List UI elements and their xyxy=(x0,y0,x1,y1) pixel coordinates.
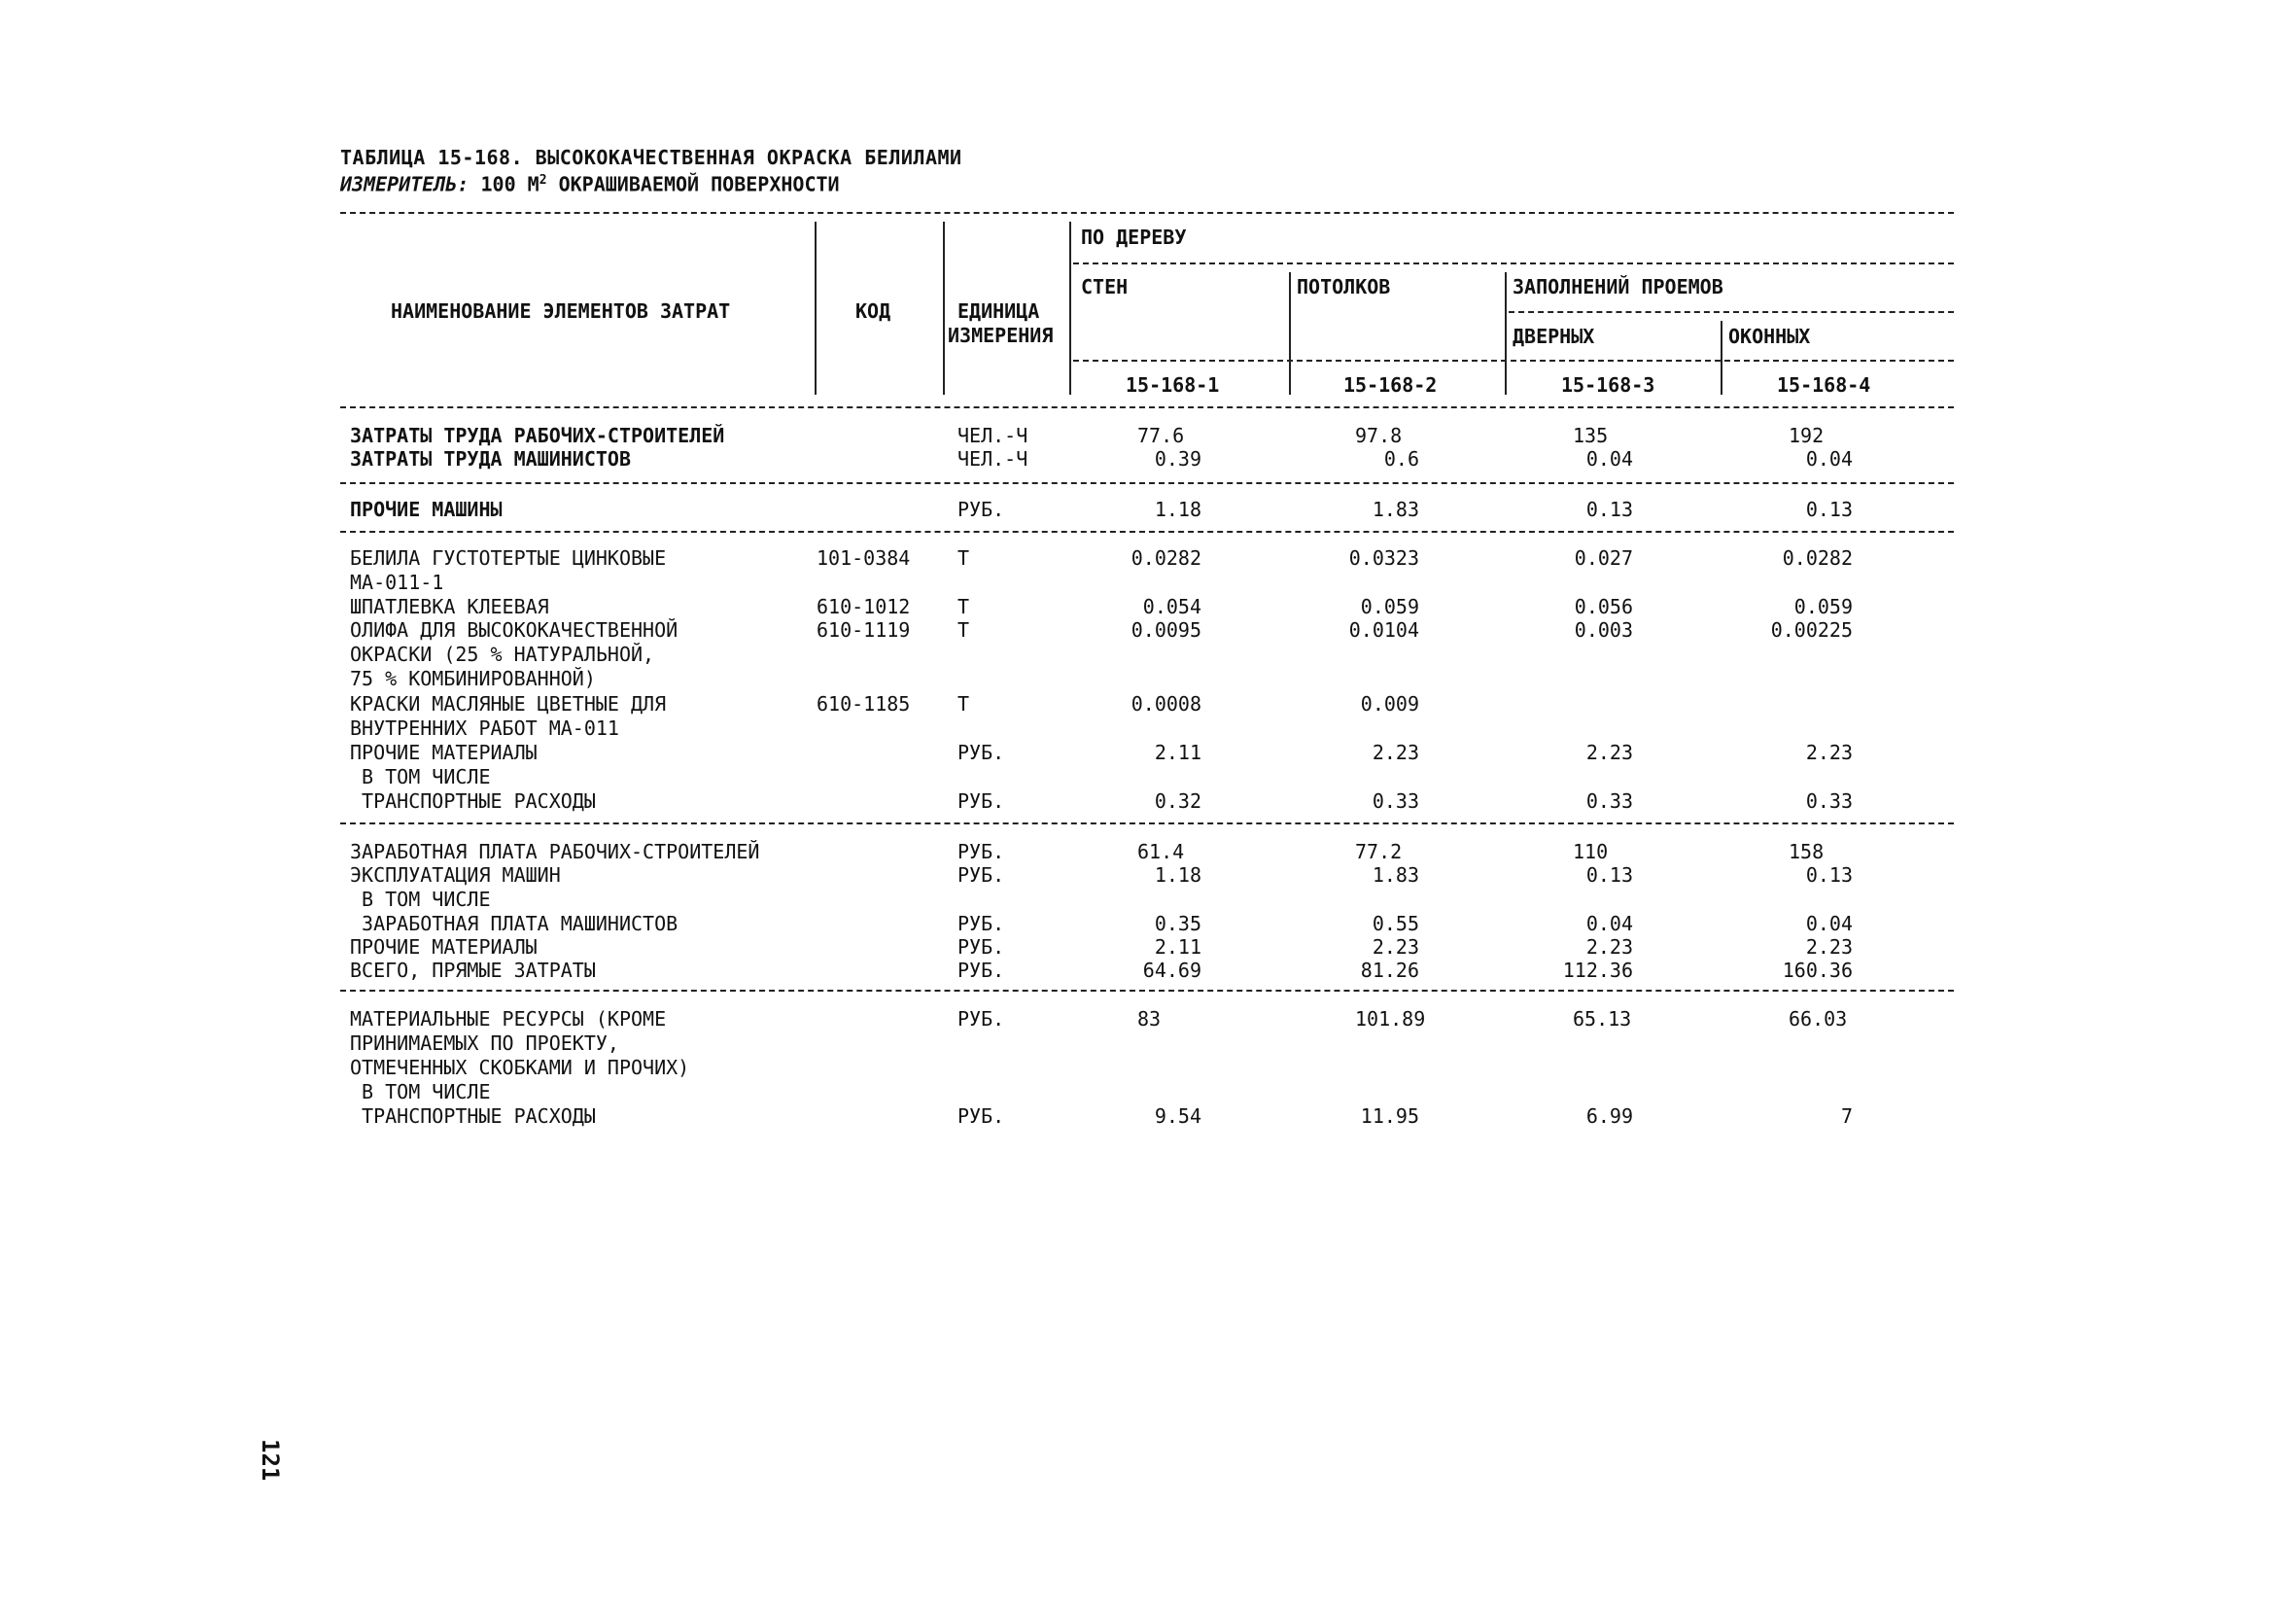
row-value: 135 xyxy=(1573,424,1609,447)
row-value: 64.69 xyxy=(1142,959,1201,982)
row-value: 6.99 xyxy=(1585,1104,1633,1128)
table-title: ТАБЛИЦА 15-168. ВЫСОКОКАЧЕСТВЕННАЯ ОКРАСКА БЕЛИЛАМИ xyxy=(340,146,962,169)
row-value: 2.23 xyxy=(1805,741,1853,764)
row-unit: РУБ. xyxy=(957,741,1005,764)
row-name: ВНУТРЕННИХ РАБОТ МА-011 xyxy=(350,717,619,740)
row-value: 0.04 xyxy=(1805,447,1853,471)
row-name: ОЛИФА ДЛЯ ВЫСОКОКАЧЕСТВЕННОЙ xyxy=(350,618,678,642)
header-unit-2: ИЗМЕРЕНИЯ xyxy=(948,324,1054,347)
header-doors: ДВЕРНЫХ xyxy=(1513,325,1595,348)
row-value: 0.0282 xyxy=(1782,546,1853,570)
rule-header-bottom xyxy=(340,406,1954,408)
rule-top xyxy=(340,212,1954,214)
row-value: 97.8 xyxy=(1355,424,1403,447)
rule-openings xyxy=(1509,311,1954,313)
row-value: 0.33 xyxy=(1585,789,1633,813)
row-value: 0.6 xyxy=(1383,447,1419,471)
header-code: КОД xyxy=(855,299,891,323)
row-unit: РУБ. xyxy=(957,789,1005,813)
header-vbar-code xyxy=(943,222,945,395)
row-value: 0.04 xyxy=(1585,447,1633,471)
row-value: 2.11 xyxy=(1154,741,1201,764)
row-value: 2.23 xyxy=(1372,741,1419,764)
row-code: 610-1012 xyxy=(817,595,911,618)
measure-label: ИЗМЕРИТЕЛЬ: xyxy=(340,172,470,196)
row-code: 101-0384 xyxy=(817,546,911,570)
header-code-3: 15-168-3 xyxy=(1561,373,1655,397)
rule-group xyxy=(1073,262,1954,264)
row-name: БЕЛИЛА ГУСТОТЕРТЫЕ ЦИНКОВЫЕ xyxy=(350,546,667,570)
row-value: 77.6 xyxy=(1137,424,1185,447)
row-value: 0.059 xyxy=(1793,595,1853,618)
header-vbar-name xyxy=(815,222,817,395)
row-value: 11.95 xyxy=(1360,1104,1419,1128)
header-openings: ЗАПОЛНЕНИЙ ПРОЕМОВ xyxy=(1513,275,1723,298)
row-value: 0.056 xyxy=(1574,595,1633,618)
row-name: ПРОЧИЕ МАТЕРИАЛЫ xyxy=(350,935,538,959)
row-unit: ЧЕЛ.-Ч xyxy=(957,424,1028,447)
row-name: ЭКСПЛУАТАЦИЯ МАШИН xyxy=(350,863,561,887)
row-value: 77.2 xyxy=(1355,840,1403,863)
row-value: 1.18 xyxy=(1154,863,1201,887)
row-value: 7 xyxy=(1840,1104,1853,1128)
header-windows: ОКОННЫХ xyxy=(1728,325,1811,348)
row-name: ЗАТРАТЫ ТРУДА РАБОЧИХ-СТРОИТЕЛЕЙ xyxy=(350,424,725,447)
row-value: 0.059 xyxy=(1360,595,1419,618)
header-code-1: 15-168-1 xyxy=(1126,373,1220,397)
row-value: 0.003 xyxy=(1574,618,1633,642)
row-value: 2.23 xyxy=(1372,935,1419,959)
header-walls: СТЕН xyxy=(1081,275,1129,298)
row-value: 2.11 xyxy=(1154,935,1201,959)
row-value: 2.23 xyxy=(1585,741,1633,764)
row-value: 0.0323 xyxy=(1348,546,1419,570)
row-name: В ТОМ ЧИСЛЕ xyxy=(350,888,491,911)
measure-value: 100 М xyxy=(480,172,539,196)
row-value: 2.23 xyxy=(1585,935,1633,959)
header-vbar-ceil xyxy=(1505,272,1507,395)
row-value: 192 xyxy=(1789,424,1825,447)
row-name: МА-011-1 xyxy=(350,571,444,594)
row-name: ОКРАСКИ (25 % НАТУРАЛЬНОЙ, xyxy=(350,643,655,666)
row-unit: РУБ. xyxy=(957,840,1005,863)
row-name: ОТМЕЧЕННЫХ СКОБКАМИ И ПРОЧИХ) xyxy=(350,1056,690,1079)
row-value: 0.0008 xyxy=(1131,692,1201,716)
row-code: 610-1119 xyxy=(817,618,911,642)
row-name: В ТОМ ЧИСЛЕ xyxy=(350,765,491,788)
row-value: 0.027 xyxy=(1574,546,1633,570)
row-value: 112.36 xyxy=(1562,959,1633,982)
row-name: КРАСКИ МАСЛЯНЫЕ ЦВЕТНЫЕ ДЛЯ xyxy=(350,692,667,716)
row-unit: РУБ. xyxy=(957,959,1005,982)
header-vbar-walls xyxy=(1289,272,1291,395)
measure-rest: ОКРАШИВАЕМОЙ ПОВЕРХНОСТИ xyxy=(558,172,840,196)
row-value: 81.26 xyxy=(1360,959,1419,982)
header-code-2: 15-168-2 xyxy=(1343,373,1438,397)
row-unit: РУБ. xyxy=(957,935,1005,959)
row-value: 61.4 xyxy=(1137,840,1185,863)
header-code-4: 15-168-4 xyxy=(1777,373,1871,397)
row-value: 0.0282 xyxy=(1131,546,1201,570)
row-name: ПРОЧИЕ МАТЕРИАЛЫ xyxy=(350,741,538,764)
header-vbar-unit xyxy=(1069,222,1071,395)
row-name: ПРОЧИЕ МАШИНЫ xyxy=(350,498,503,521)
header-vbar-doors xyxy=(1721,321,1722,395)
row-value: 9.54 xyxy=(1154,1104,1201,1128)
row-unit: РУБ. xyxy=(957,498,1005,521)
row-name: ТРАНСПОРТНЫЕ РАСХОДЫ xyxy=(350,1104,596,1128)
row-value: 0.33 xyxy=(1372,789,1419,813)
rule-section-4 xyxy=(340,990,1954,992)
row-unit: Т xyxy=(957,546,970,570)
row-name: ШПАТЛЕВКА КЛЕЕВАЯ xyxy=(350,595,549,618)
row-value: 0.33 xyxy=(1805,789,1853,813)
row-value: 1.18 xyxy=(1154,498,1201,521)
row-unit: РУБ. xyxy=(957,1007,1005,1031)
row-value: 0.32 xyxy=(1154,789,1201,813)
row-value: 0.04 xyxy=(1585,912,1633,935)
header-group: ПО ДЕРЕВУ xyxy=(1081,226,1187,249)
row-unit: Т xyxy=(957,692,970,716)
rule-section-3 xyxy=(340,822,1954,824)
row-value: 0.13 xyxy=(1805,863,1853,887)
row-name: 75 % КОМБИНИРОВАННОЙ) xyxy=(350,667,596,690)
row-name: ЗАРАБОТНАЯ ПЛАТА МАШИНИСТОВ xyxy=(350,912,678,935)
page-number: 121 xyxy=(257,1439,284,1482)
row-unit: ЧЕЛ.-Ч xyxy=(957,447,1028,471)
row-value: 0.0104 xyxy=(1348,618,1419,642)
row-value: 1.83 xyxy=(1372,498,1419,521)
row-value: 160.36 xyxy=(1782,959,1853,982)
row-unit: РУБ. xyxy=(957,1104,1005,1128)
row-unit: Т xyxy=(957,595,970,618)
row-value: 110 xyxy=(1573,840,1609,863)
row-value: 0.00225 xyxy=(1770,618,1853,642)
row-name: В ТОМ ЧИСЛЕ xyxy=(350,1080,491,1103)
row-value: 2.23 xyxy=(1805,935,1853,959)
rule-section-2 xyxy=(340,531,1954,533)
row-value: 0.04 xyxy=(1805,912,1853,935)
row-unit: РУБ. xyxy=(957,912,1005,935)
header-ceilings: ПОТОЛКОВ xyxy=(1297,275,1391,298)
row-name: ЗАРАБОТНАЯ ПЛАТА РАБОЧИХ-СТРОИТЕЛЕЙ xyxy=(350,840,760,863)
row-value: 66.03 xyxy=(1789,1007,1848,1031)
header-unit-1: ЕДИНИЦА xyxy=(957,299,1040,323)
row-value: 0.55 xyxy=(1372,912,1419,935)
row-value: 158 xyxy=(1789,840,1825,863)
row-value: 101.89 xyxy=(1355,1007,1426,1031)
row-value: 0.39 xyxy=(1154,447,1201,471)
rule-codes xyxy=(1073,360,1954,362)
row-value: 0.0095 xyxy=(1131,618,1201,642)
row-value: 83 xyxy=(1137,1007,1162,1031)
row-value: 0.13 xyxy=(1585,863,1633,887)
row-name: ЗАТРАТЫ ТРУДА МАШИНИСТОВ xyxy=(350,447,631,471)
measure-line xyxy=(340,169,840,196)
row-code: 610-1185 xyxy=(817,692,911,716)
row-name: ПРИНИМАЕМЫХ ПО ПРОЕКТУ, xyxy=(350,1031,619,1055)
row-value: 0.13 xyxy=(1585,498,1633,521)
header-name: НАИМЕНОВАНИЕ ЭЛЕМЕНТОВ ЗАТРАТ xyxy=(391,299,731,323)
row-value: 0.35 xyxy=(1154,912,1201,935)
row-value: 65.13 xyxy=(1573,1007,1632,1031)
rule-section-1 xyxy=(340,482,1954,484)
row-name: ТРАНСПОРТНЫЕ РАСХОДЫ xyxy=(350,789,596,813)
row-value: 0.054 xyxy=(1142,595,1201,618)
row-unit: РУБ. xyxy=(957,863,1005,887)
row-value: 0.13 xyxy=(1805,498,1853,521)
row-name: МАТЕРИАЛЬНЫЕ РЕСУРСЫ (КРОМЕ xyxy=(350,1007,667,1031)
measure-sup: 2 xyxy=(539,173,547,188)
row-value: 1.83 xyxy=(1372,863,1419,887)
row-value: 0.009 xyxy=(1360,692,1419,716)
row-unit: Т xyxy=(957,618,970,642)
row-name: ВСЕГО, ПРЯМЫЕ ЗАТРАТЫ xyxy=(350,959,596,982)
